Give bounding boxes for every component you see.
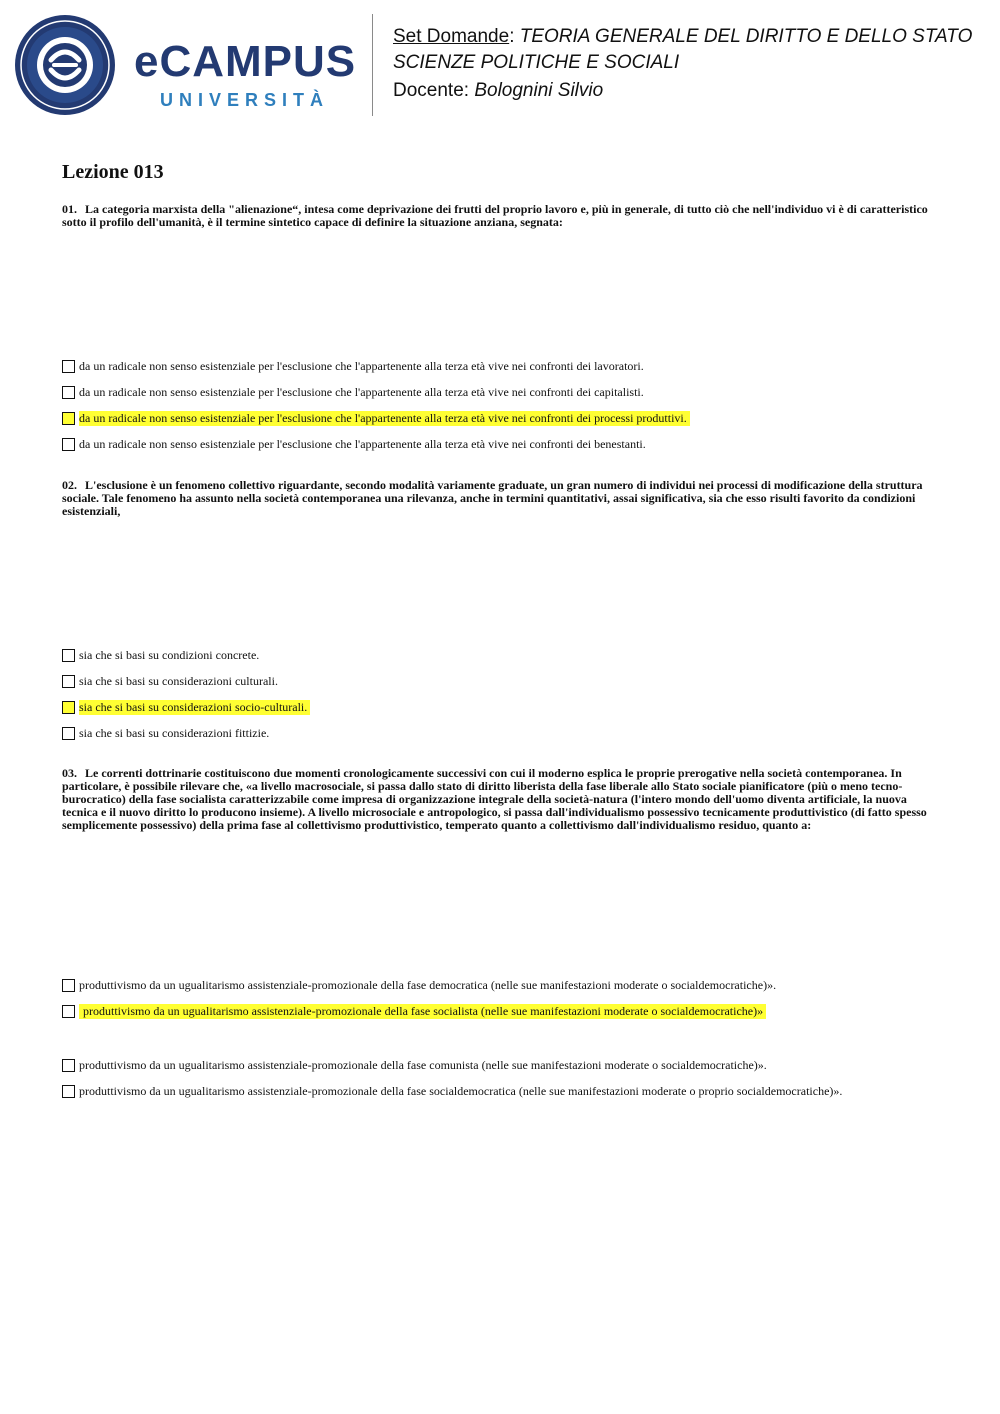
teacher-label: Docente:: [393, 80, 475, 101]
faculty-name: SCIENZE POLITICHE E SOCIALI: [393, 52, 680, 73]
question-number: 01.: [62, 202, 77, 216]
answer-text-highlighted: da un radicale non senso esistenziale per l'esclusione che l'appartenente alla terza età vive nei confronti dei processi produttivi.: [79, 411, 690, 426]
answer-checkbox[interactable]: [62, 360, 75, 373]
question-body: La categoria marxista della "alienazione“, intesa come deprivazione dei frutti del proprio lavoro e, più in generale, di tutto ciò che nell'individuo vi è di caratteristico sotto il profilo dell'umanità, è il termine sintetico capace di definire la situazione anziana, segnata:: [62, 202, 928, 229]
answer-text-highlighted: produttivismo da un ugualitarismo assistenziale-promozionale della fase socialista (nelle sue manifestazioni moderate o socialdemocratiche)»: [79, 1004, 766, 1019]
set-label: Set Domande: [393, 26, 510, 47]
header-divider: [372, 14, 373, 116]
answer-option[interactable]: [62, 647, 259, 664]
question-text: [62, 479, 938, 518]
answer-checkbox[interactable]: [62, 675, 75, 688]
course-title: TEORIA GENERALE DEL DIRITTO E DELLO STATO: [519, 26, 973, 47]
answer-text: sia che si basi su considerazioni culturali.: [79, 674, 278, 688]
answer-checkbox[interactable]: [62, 386, 75, 399]
answer-checkbox[interactable]: [62, 701, 75, 714]
answer-option[interactable]: [62, 1083, 842, 1100]
question-number: 03.: [62, 766, 77, 780]
answer-text: da un radicale non senso esistenziale per l'esclusione che l'appartenente alla terza età vive nei confronti dei benestanti.: [79, 437, 646, 451]
question-body: L'esclusione è un fenomeno collettivo riguardante, secondo modalità variamente graduate, un gran numero di individui nei processi di modificazione della struttura sociale. Tale fenomeno ha assunto nella società contemporanea una rilevanza, anche in termini quantitativi, assai significativa, sia che esso risulti favorito da condizioni esistenziali,: [62, 478, 923, 518]
answer-option[interactable]: [62, 673, 278, 690]
answer-checkbox[interactable]: [62, 979, 75, 992]
answer-option-correct[interactable]: [62, 699, 310, 716]
answer-text: produttivismo da un ugualitarismo assistenziale-promozionale della fase democratica (nelle sue manifestazioni moderate o socialdemocratiche)».: [79, 978, 777, 992]
answer-text-highlighted: sia che si basi su considerazioni socio-culturali.: [79, 700, 310, 715]
answer-checkbox[interactable]: [62, 1005, 75, 1018]
question-text: [62, 203, 938, 229]
answer-checkbox[interactable]: [62, 727, 75, 740]
answer-checkbox[interactable]: [62, 438, 75, 451]
answer-option[interactable]: [62, 436, 646, 453]
answer-checkbox[interactable]: [62, 1085, 75, 1098]
answer-text: produttivismo da un ugualitarismo assistenziale-promozionale della fase comunista (nelle sue manifestazioni moderate o socialdemocratiche)».: [79, 1058, 767, 1072]
answer-option[interactable]: [62, 384, 644, 401]
header-course-line: [393, 25, 972, 49]
university-seal-logo: [14, 14, 116, 116]
answer-checkbox[interactable]: [62, 1059, 75, 1072]
answer-option[interactable]: [62, 358, 644, 375]
question-number: 02.: [62, 478, 77, 492]
answer-text: produttivismo da un ugualitarismo assistenziale-promozionale della fase socialdemocratica (nelle sue manifestazioni moderate o proprio socialdemocratiche)».: [79, 1084, 843, 1098]
answer-option[interactable]: [62, 977, 776, 994]
teacher-name: Bolognini Silvio: [474, 80, 604, 101]
question-text: [62, 767, 938, 832]
answer-text: da un radicale non senso esistenziale per l'esclusione che l'appartenente alla terza età vive nei confronti dei capitalisti.: [79, 385, 644, 399]
answer-checkbox[interactable]: [62, 649, 75, 662]
answer-checkbox[interactable]: [62, 412, 75, 425]
answer-text: da un radicale non senso esistenziale per l'esclusione che l'appartenente alla terza età vive nei confronti dei lavoratori.: [79, 359, 644, 373]
set-colon: :: [509, 26, 520, 47]
question-body: Le correnti dottrinarie costituiscono due momenti cronologicamente successivi con cui il moderno esplica le proprie prerogative nella società contemporanea. In particolare, è possibile rilevare che, «a livello macrosociale, si passa dallo stato di diritto liberista della fase liberale allo Stato sociale pianificatore (più o meno tecno-burocratico) della fase socialista caratterizzabile come impresa di organizzazione integrale della società-natura (l'intero mondo dell'uomo diventa artificiale, la nuova tecnica e il nuovo diritto lo producono insieme). A livello microsociale e antropologico, si passa dall'individualismo possessivo tecnicamente produttivistico (di fatto spesso semplicemente possessivo) della prima fase al collettivismo produttivistico, temperato quanto a collettivismo dall'individualismo residuo, quanto a:: [62, 766, 927, 832]
answer-option-correct[interactable]: [62, 410, 690, 427]
answer-text: sia che si basi su considerazioni fittizie.: [79, 726, 270, 740]
answer-option[interactable]: [62, 1057, 767, 1074]
answer-option-correct[interactable]: [62, 1003, 766, 1020]
answer-option[interactable]: [62, 725, 269, 742]
header-teacher-line: [393, 79, 603, 103]
logo-subtitle: UNIVERSITÀ: [160, 90, 330, 110]
logo-wordmark: eCAMPUS: [134, 37, 357, 86]
lesson-title: Lezione 013: [62, 161, 164, 183]
answer-text: sia che si basi su condizioni concrete.: [79, 648, 260, 662]
